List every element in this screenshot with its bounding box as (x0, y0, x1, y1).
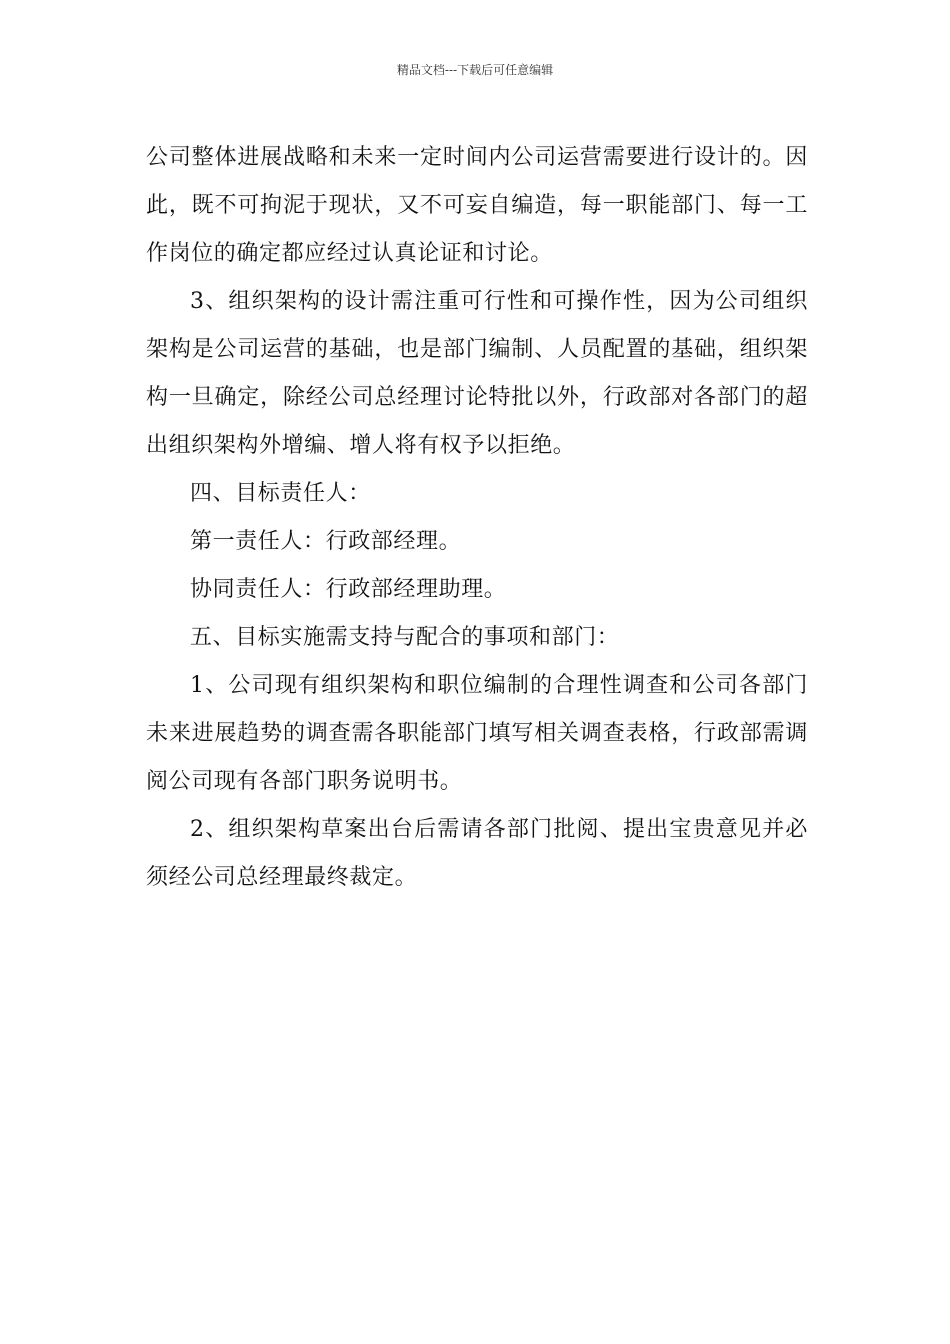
document-body (146, 134, 808, 902)
paragraph-item-1: 1、公司现有组织架构和职位编制的合理性调查和公司各部门未来进展趋势的调查需各职能部门填写相关调查表格，行政部需调阅公司现有各部门职务说明书。 (146, 673, 808, 794)
paragraph-item-2: 2、组织架构草案出台后需请各部门批阅、提出宝贵意见并必须经公司总经理最终裁定。 (146, 817, 808, 890)
assisting-responsible: 协同责任人：行政部经理助理。 (190, 577, 507, 602)
section-heading-5: 五、目标实施需支持与配合的事项和部门： (190, 625, 620, 650)
paragraph-item-3: 3、组织架构的设计需注重可行性和可操作性，因为公司组织架构是公司运营的基础，也是部门编制、人员配置的基础，组织架构一旦确定，除经公司总经理讨论特批以外，行政部对各部门的超出组织架构外增编、增人将有权予以拒绝。 (146, 289, 808, 458)
page-header: 精品文档---下载后可任意编辑 (396, 63, 554, 77)
paragraph-continuation: 公司整体进展战略和未来一定时间内公司运营需要进行设计的。因此，既不可拘泥于现状，又不可妄自编造，每一职能部门、每一工作岗位的确定都应经过认真论证和讨论。 (146, 145, 808, 266)
primary-responsible: 第一责任人：行政部经理。 (190, 529, 462, 554)
section-heading-4: 四、目标责任人： (190, 481, 371, 506)
